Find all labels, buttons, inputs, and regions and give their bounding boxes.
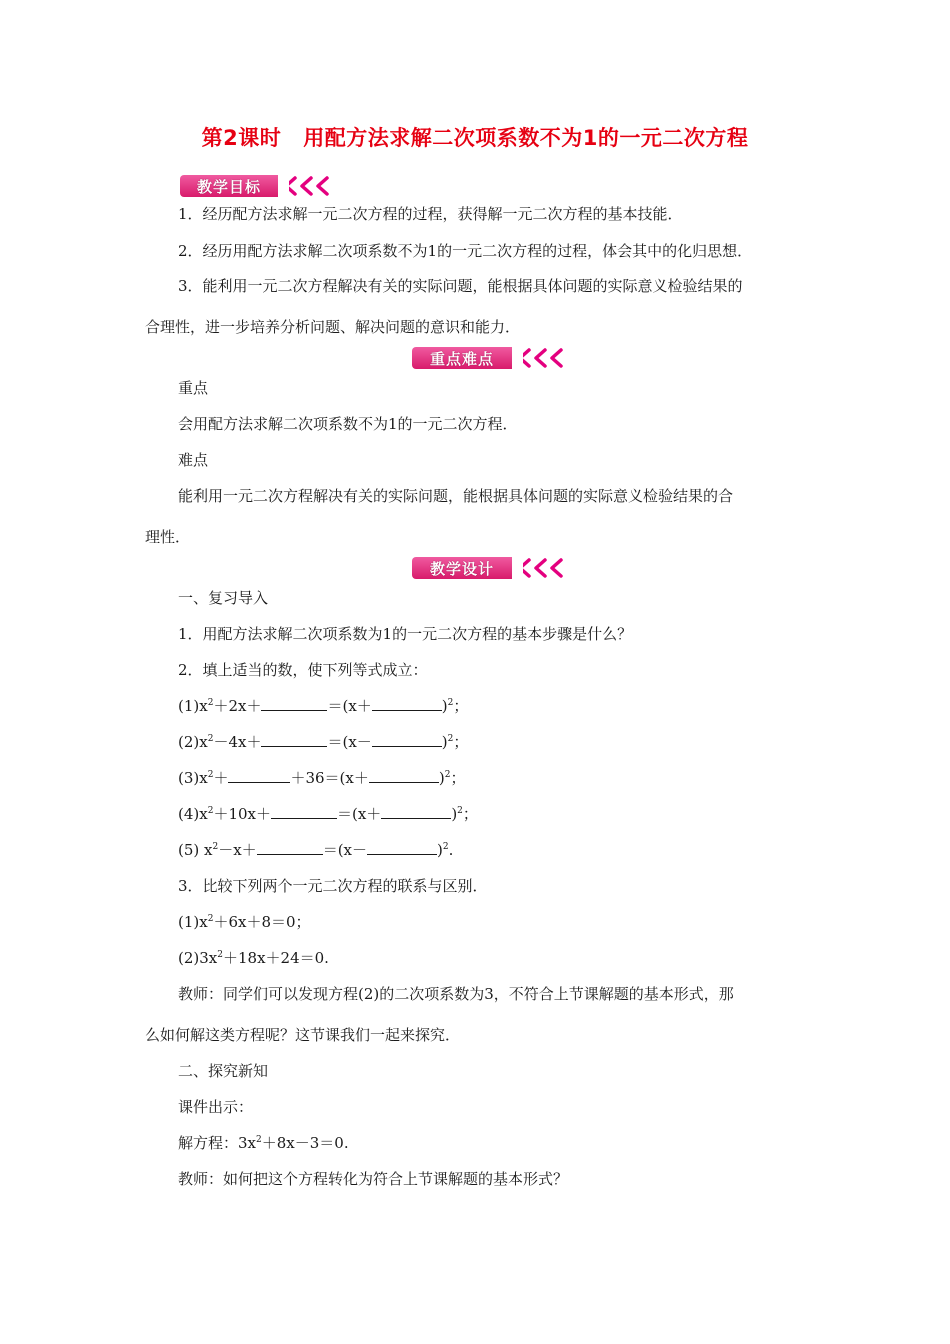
question-2: 2．填上适当的数，使下列等式成立：: [178, 661, 428, 679]
teacher-note-2: 教师：如何把这个方程转化为符合上节课解题的基本形式？: [178, 1170, 569, 1188]
part2-heading: 二、探究新知: [178, 1062, 269, 1080]
answer-blank: [228, 768, 290, 783]
equation-4: $(4)x^2+10x+ =(x+ )^2$；: [178, 805, 478, 823]
answer-blank: [261, 732, 327, 747]
section-banner-goals: [180, 174, 347, 198]
difficult-text-line-1: 能利用一元二次方程解决有关的实际问题，能根据具体问题的实际意义检验结果的合: [178, 487, 734, 505]
answer-blank: [372, 696, 442, 711]
courseware-label: 课件出示：: [178, 1098, 254, 1116]
compare-equation-1: $(1)x^2+6x+8=0$；: [178, 913, 311, 931]
question-1: 1．用配方法求解二次项系数为1的一元二次方程的基本步骤是什么？: [178, 625, 633, 643]
section-banner-keypoints: [412, 346, 581, 370]
part1-heading: 一、复习导入: [178, 589, 269, 607]
lesson-title: [0, 122, 950, 152]
chevron-left-icon: [281, 175, 347, 197]
answer-blank: [367, 840, 437, 855]
answer-blank: [271, 804, 337, 819]
answer-blank: [369, 768, 439, 783]
equation-5: (5) $x^2-x+ =(x- )^2$.: [178, 841, 454, 859]
answer-blank: [372, 732, 442, 747]
answer-blank: [257, 840, 323, 855]
chevron-left-icon: [515, 557, 581, 579]
equation-2: $(2)x^2-4x+ =(x- )^2$；: [178, 733, 469, 751]
section-label: 重点难点: [412, 347, 512, 369]
answer-blank: [261, 696, 327, 711]
key-label: 重点: [178, 379, 209, 397]
difficult-text-line-2: 理性．: [145, 528, 191, 546]
teacher-note-1-line-1: 教师：同学们可以发现方程(2)的二次项系数为3，不符合上节课解题的基本形式，那: [178, 985, 734, 1003]
question-3: 3．比较下列两个一元二次方程的联系与区别．: [178, 877, 488, 895]
goal-item-1: 1．经历配方法求解一元二次方程的过程，获得解一元二次方程的基本技能．: [178, 205, 683, 223]
section-label: 教学设计: [412, 557, 512, 579]
section-banner-design: [412, 556, 581, 580]
goal-item-3-line-2: 合理性，进一步培养分析问题、解决问题的意识和能力．: [145, 318, 521, 336]
equation-1: $(1)x^2+2x+ =(x+ )^2$；: [178, 697, 469, 715]
solve-equation: 解方程：$3x^2+8x-3=0$.: [178, 1134, 349, 1152]
goal-item-2: 2．经历用配方法求解二次项系数不为1的一元二次方程的过程，体会其中的化归思想．: [178, 242, 753, 260]
answer-blank: [381, 804, 451, 819]
key-text: 会用配方法求解二次项系数不为1的一元二次方程．: [178, 415, 518, 433]
lesson-topic: 用配方法求解二次项系数不为1的一元二次方程: [303, 126, 749, 150]
equation-3: $(3)x^2+ +36=(x+ )^2$；: [178, 769, 466, 787]
section-label: 教学目标: [180, 175, 278, 197]
goal-item-3-line-1: 3．能利用一元二次方程解决有关的实际问题，能根据具体问题的实际意义检验结果的: [178, 277, 743, 295]
compare-equation-2: $(2)3x^2+18x+24=0$.: [178, 949, 329, 967]
teacher-note-1-line-2: 么如何解这类方程呢？这节课我们一起来探究．: [145, 1026, 461, 1044]
chevron-left-icon: [515, 347, 581, 369]
difficult-label: 难点: [178, 451, 209, 469]
lesson-number: 第2课时: [201, 126, 282, 150]
